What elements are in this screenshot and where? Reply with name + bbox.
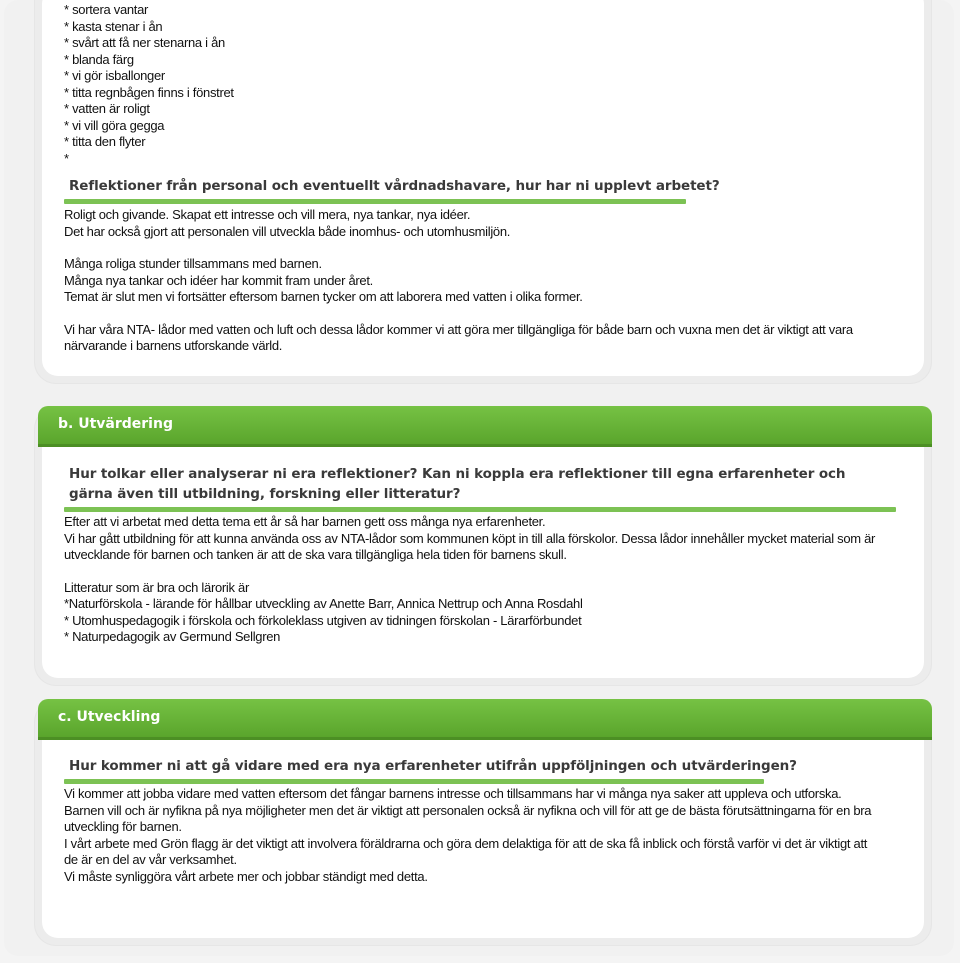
analysis-question: Hur tolkar eller analyserar ni era reflektioner? Kan ni koppla era reflektioner till egna erfarenheter och gärna även till utbildning, forskning eller litteratur? [69,466,846,502]
development-question: Hur kommer ni att gå vidare med era nya erfarenheter utifrån uppföljningen och utvärderingen? [69,758,797,774]
answer-paragraph: Vi kommer att jobba vidare med vatten eftersom det fångar barnens intresse och tillsammans har vi många nya saker att uppleva och utforska. [64,786,842,801]
reflection-question: Reflektioner från personal och eventuellt vårdnadshavare, hur har ni upplevt arbetet? [69,178,720,194]
answer-paragraph: I vårt arbete med Grön flagg är det viktigt att involvera föräldrarna och göra dem delaktiga för att de ska få inblick och förstå varför vi det är viktigt att de är en del av vår verksamhet. [64,835,868,867]
list-item: * vi vill göra gegga [64,117,165,133]
answer-paragraph: Vi har gått utbildning för att kunna använda oss av NTA-lådor som kommunen köpt in till alla förskolor. Dessa lådor innehåller mycket material som är utvecklande för barnen och tanken är att de ska vara tillgängliga hela tiden för barnens skull. [64,530,876,562]
answer-paragraph: Barnen vill och är nyfikna på nya möjligheter men det är viktigt att personalen också är nyfikna och vill för att ge de bästa förutsättningarna för en bra utveckling för barnen. [64,802,872,834]
list-item: * titta regnbågen finns i fönstret [64,84,234,100]
list-item: * [64,150,69,166]
literature-item: * Utomhuspedagogik i förskola och förkoleklass utgiven av tidningen förskolan - Lärarförbundet [64,612,582,628]
literature-item: *Naturförskola - lärande för hållbar utveckling av Anette Barr, Annica Nettrup och Anna Rosdahl [64,596,583,611]
list-item: * vi gör isballonger [64,68,165,83]
list-item: * vatten är roligt [64,101,150,116]
answer-paragraph: Vi måste synliggöra vårt arbete mer och jobbar ständigt med detta. [64,868,428,884]
answer-paragraph: Vi har våra NTA- lådor med vatten och luft och dessa lådor kommer vi att göra mer tillgängliga för både barn och vuxna men det är viktigt att vara närvarande i barnens utforskande värld. [64,321,853,353]
section-c-banner [38,699,932,737]
section-c-heading: c. Utveckling [58,709,161,725]
question-underline [64,779,764,784]
answer-line: Efter att vi arbetat med detta tema ett år så har barnen gett oss många nya erfarenheter. [64,514,546,529]
answer-line: Roligt och givande. Skapat ett intresse och vill mera, nya tankar, nya idéer. [64,207,471,222]
list-item: * blanda färg [64,51,134,67]
answer-line: Många nya tankar och idéer har kommit fram under året. [64,272,373,288]
document-container [4,0,954,956]
literature-item: * Naturpedagogik av Germund Sellgren [64,629,281,644]
section-b-banner [38,406,932,444]
list-item: * sortera vantar [64,2,149,17]
literature-heading: Litteratur som är bra och lärorik är [64,579,249,595]
answer-line: Det har också gjort att personalen vill utveckla både inomhus- och utomhusmiljön. [64,223,511,239]
development-answer [64,786,904,885]
list-item: * svårt att få ner stenarna i ån [64,35,225,50]
analysis-answer [64,514,894,646]
activity-list [64,2,664,167]
question-underline [64,199,686,204]
answer-line: Många roliga stunder tillsammans med barnen. [64,256,322,271]
question-underline [64,507,896,512]
list-item: * kasta stenar i ån [64,18,163,34]
section-b-heading: b. Utvärdering [58,416,173,432]
list-item: * titta den flyter [64,134,146,149]
reflection-answer [64,207,904,355]
answer-line: Temat är slut men vi fortsätter eftersom barnen tycker om att laborera med vatten i olika former. [64,289,583,304]
